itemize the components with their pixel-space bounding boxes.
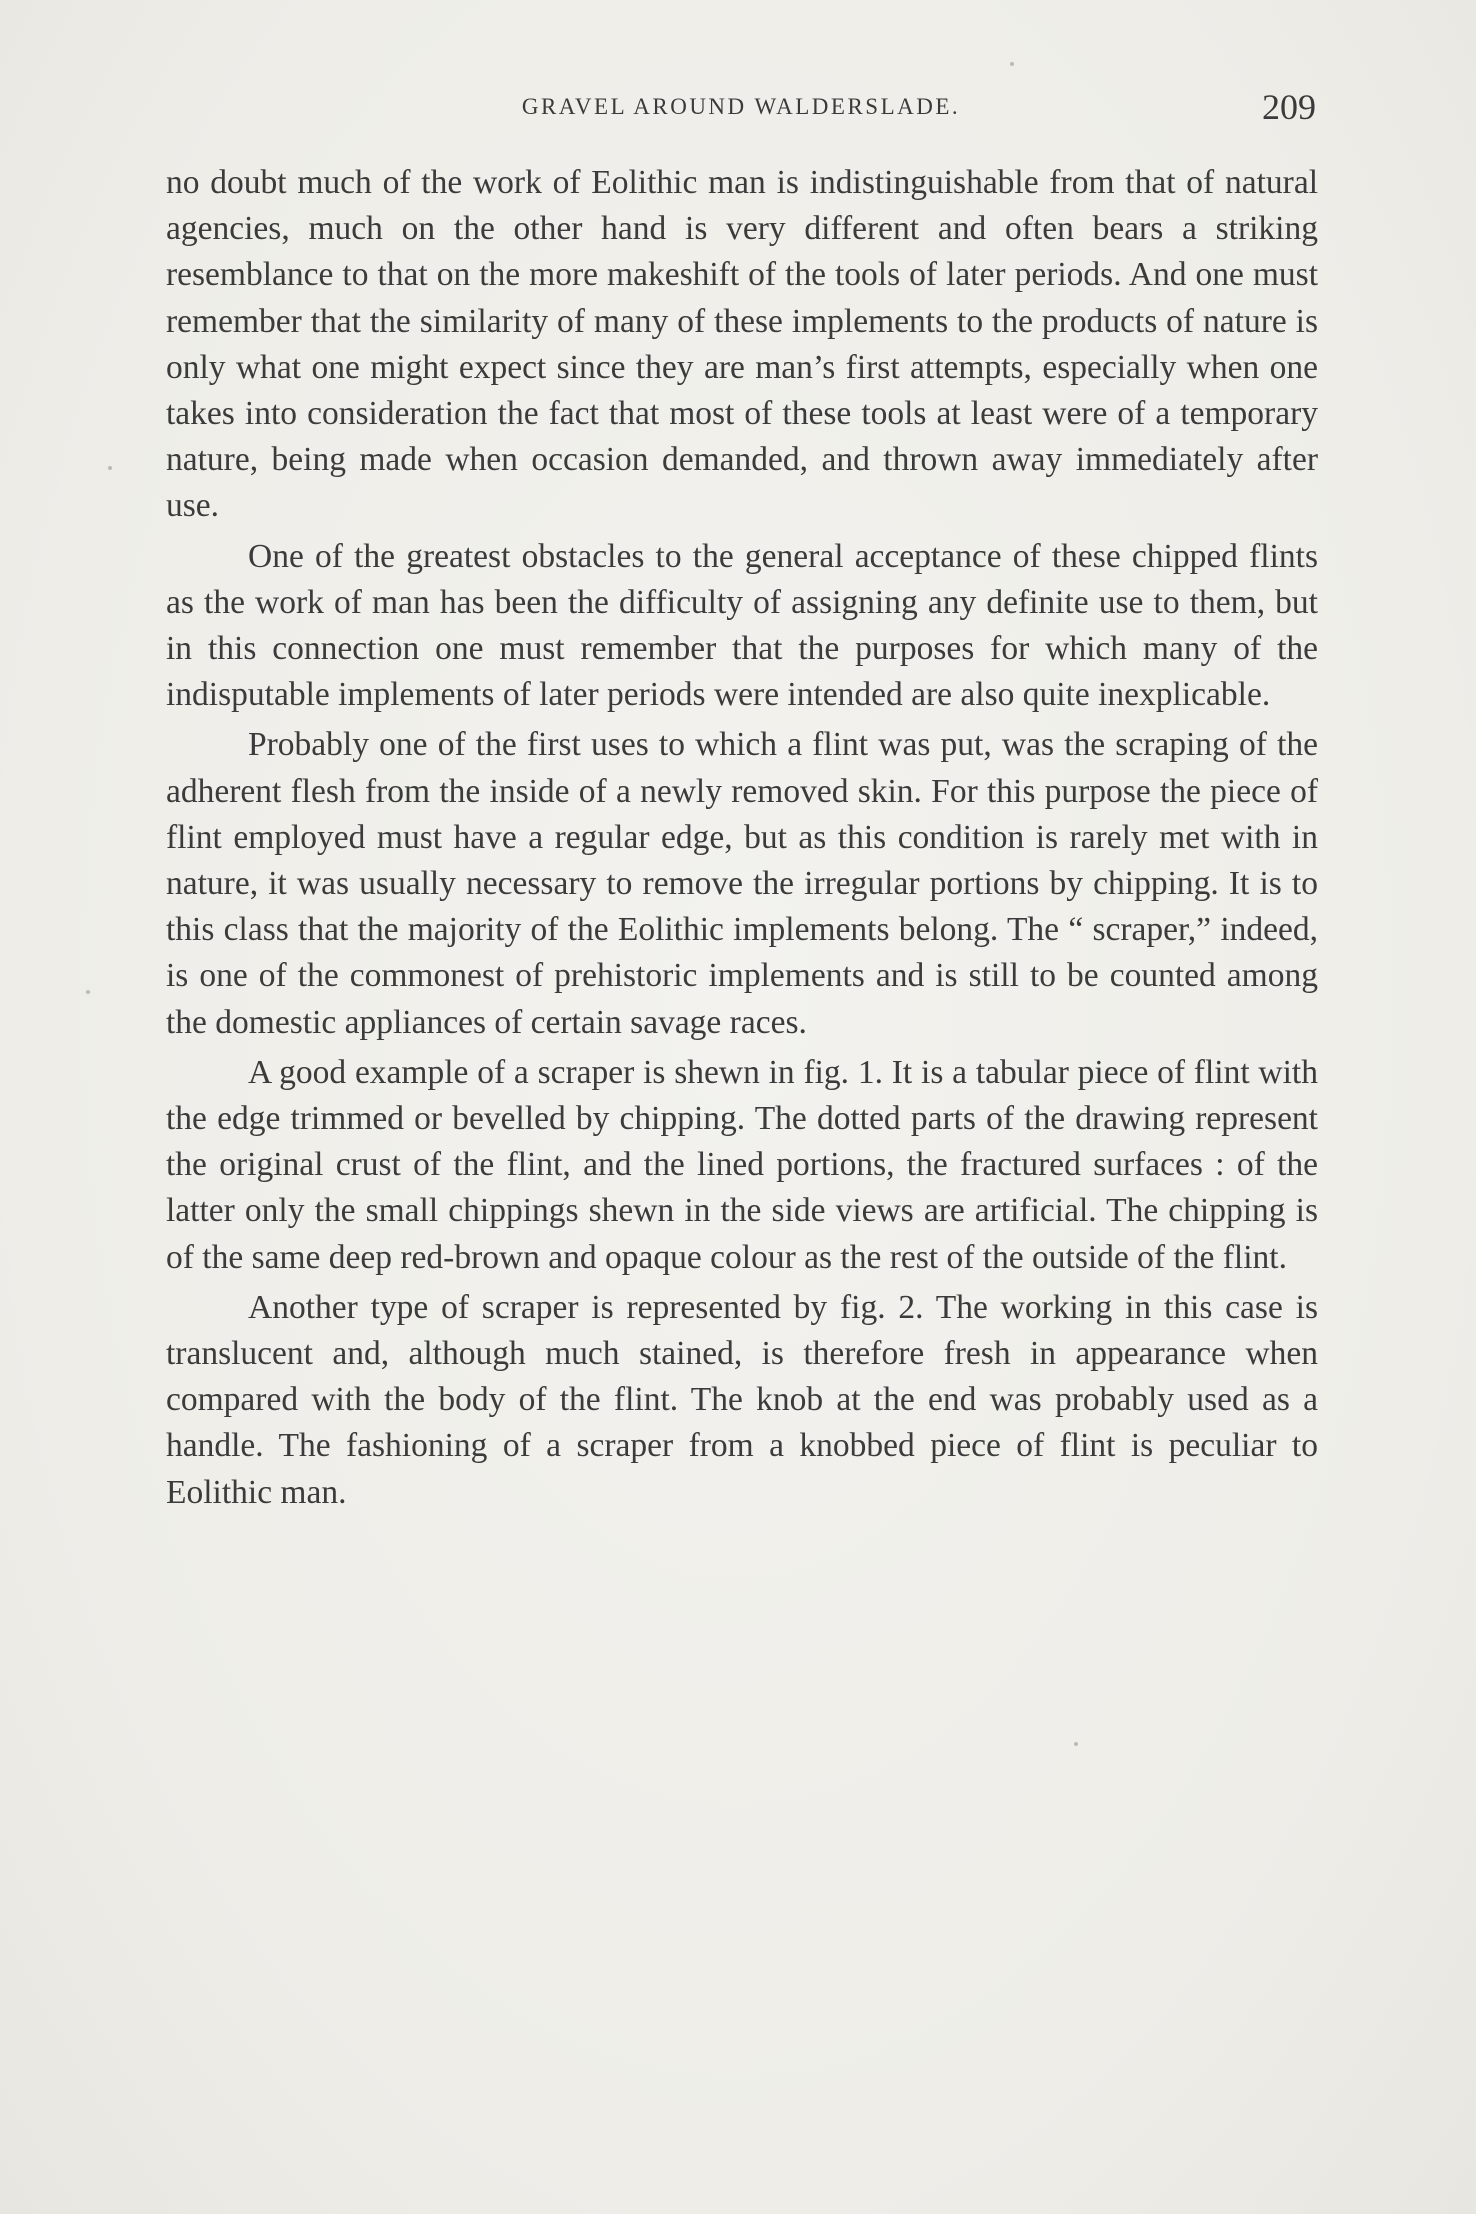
page-number: 209: [1262, 87, 1316, 127]
running-title: GRAVEL AROUND WALDERSLADE.: [521, 94, 961, 119]
paragraph: A good example of a scraper is shewn in fig. 1. It is a tabular piece of flint with the edge trimmed or bevelled by chipping. The dotted parts of the drawing represent the original crust of the flint, and the lined portions, the fractured surfaces : of the latter only the small chippings shewn in the side views are artificial. The chipping is of the same deep red-brown and opaque colour as the rest of the outside of the flint.: [166, 1053, 1318, 1276]
paragraph: Another type of scraper is represented by fig. 2. The working in this case is translucent and, although much stained, is therefore fresh in appearance when compared with the body of the flint. The knob at the end was probably used as a handle. The fashioning of a scraper from a knobbed piece of flint is peculiar to Eolithic man.: [166, 1288, 1318, 1511]
paper-speck: [1010, 62, 1014, 66]
paper-speck: [1074, 1742, 1078, 1746]
paragraph: Probably one of the first uses to which a flint was put, was the scraping of the adherent flesh from the inside of a newly removed skin. For this purpose the piece of flint employed must have a regular edge, but as this condition is rarely met with in nature, it was usually necessary to remove the irregular portions by chipping. It is to this class that the majority of the Eolithic implements belong. The “ scraper,” indeed, is one of the commonest of prehistoric implements and is still to be counted among the domestic appliances of certain savage races.: [166, 726, 1318, 1041]
paper-speck: [86, 990, 90, 994]
body-text: [166, 160, 1318, 1520]
paragraph: One of the greatest obstacles to the general acceptance of these chipped flints as the work of man has been the difficulty of assigning any definite use to them, but in this connection one must remember that the purposes for which many of the indisputable implements of later periods were intended are also quite inexplicable.: [166, 537, 1318, 714]
paper-speck: [108, 466, 112, 470]
paragraph-continued: no doubt much of the work of Eolithic man is indistinguishable from that of natural agencies, much on the other hand is very different and often bears a striking resemblance to that on the more makeshift of the tools of later periods. And one must remember that the similarity of many of these implements to the products of nature is only what one might expect since they are man’s first attempts, especially when one takes into consideration the fact that most of these tools at least were of a temporary nature, being made when occasion demanded, and thrown away immediately after use.: [166, 164, 1318, 525]
page-header: [166, 86, 1316, 136]
